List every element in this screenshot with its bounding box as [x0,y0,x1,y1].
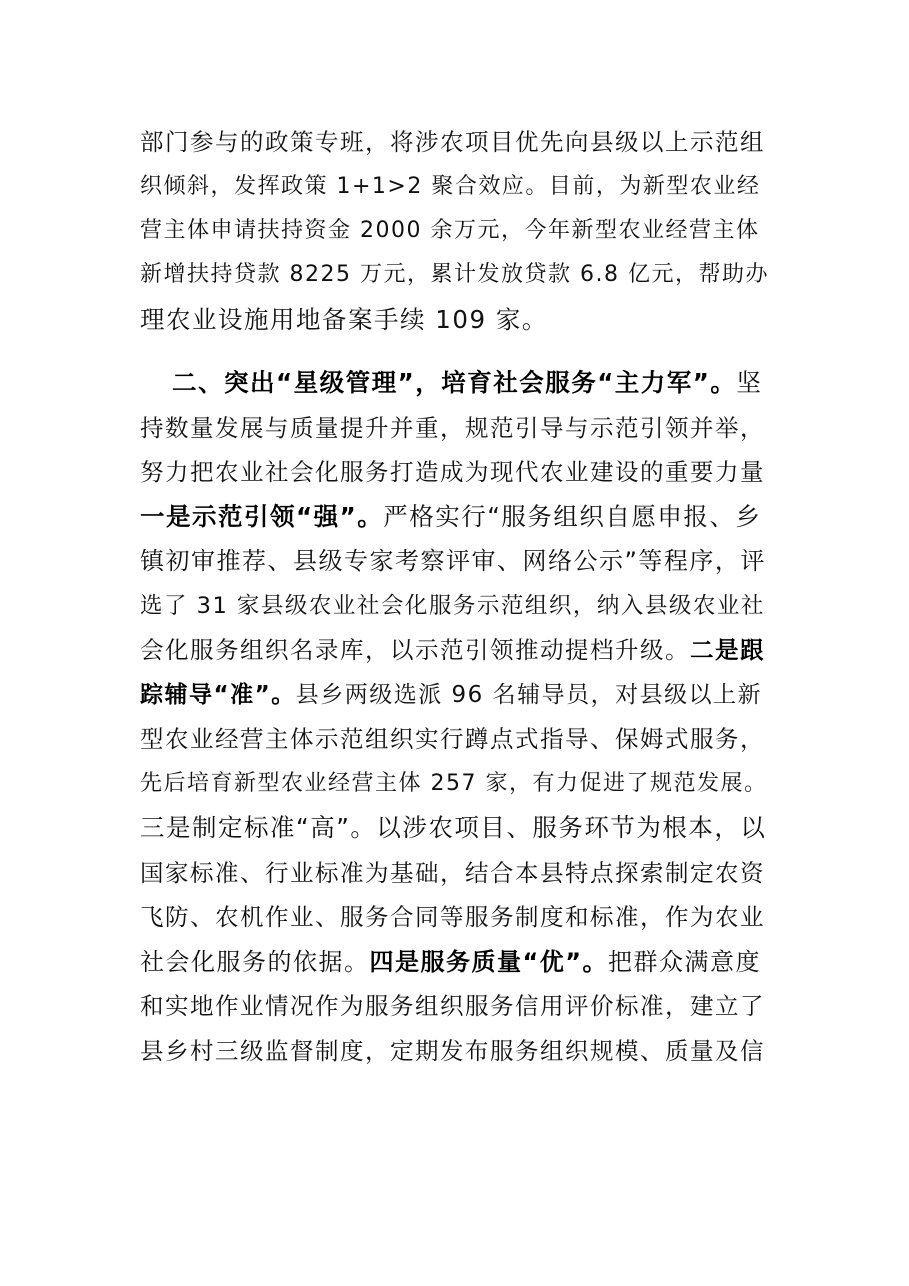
paragraph-2-line-9: 型农业经营主体示范组织实行蹲点式指导、保姆式服务， [140,725,765,753]
paragraph-2-line-14-tail: 把群众满意度 [608,948,762,976]
paragraph-2-line-16: 县乡村三级监督制度，定期发布服务组织规模、质量及信 [140,1037,765,1065]
paragraph-2-line-6: 选了 31 家县级农业社会化服务示范组织，纳入县级农业社 [140,593,765,619]
paragraph-1-line-1: 部门参与的政策专班，将涉农项目优先向县级以上示范组 [140,128,765,156]
paragraph-1-line-3: 营主体申请扶持资金 2000 余万元，今年新型农业经营主体 [140,218,760,243]
section-heading: 二、突出“星级管理”，培育社会服务“主力军”。 [172,368,737,397]
paragraph-2-line-15: 和实地作业情况作为服务组织服务信用评价标准，建立了 [140,992,765,1020]
paragraph-2-line-11: 三是制定标准“高”。以涉农项目、服务环节为根本，以 [140,813,767,842]
paragraph-2-line-10: 先后培育新型农业经营主体 257 家，有力促进了规范发展。 [140,771,768,796]
paragraph-1-line-2: 织倾斜，发挥政策 1+1>2 聚合效应。目前，为新型农业经 [140,174,761,199]
paragraph-2-line-7-rest: 会化服务组织名录库，以示范引领推动提档升级。 [140,636,690,664]
paragraph-2-line-8 [140,680,762,710]
paragraph-2-line-1 [172,368,762,398]
paragraph-2-line-5: 镇初审推荐、县级专家考察评审、网络公示”等程序，评 [140,547,766,575]
paragraph-2-line-12: 国家标准、行业标准为基础，结合本县特点探索制定农资 [140,859,765,887]
paragraph-2-line-3: 努力把农业社会化服务打造成为现代农业建设的重要力量 [140,458,765,486]
paragraph-1-line-5: 理农业设施用地备案手续 109 家。 [140,305,548,334]
paragraph-2-line-4-rest: 严格实行“服务组织自愿申报、乡 [383,502,762,531]
paragraph-2-line-13: 飞防、农机作业、服务合同等服务制度和标准，作为农业 [140,903,765,931]
point-four-heading: 四是服务质量“优”。 [369,948,609,976]
paragraph-2-line-14 [140,947,761,977]
paragraph-2-line-8-rest: 县乡两级选派 96 名辅导员，对县级以上新 [295,682,763,708]
paragraph-1-line-4: 新增扶持贷款 8225 万元，累计发放贷款 6.8 亿元，帮助办 [140,262,769,287]
paragraph-2-line-2: 持数量发展与质量提升并重，规范引导与示范引领并举， [140,414,765,442]
paragraph-2-line-4 [140,502,761,532]
point-two-heading-start: 二是跟 [690,636,765,664]
point-two-heading-end: 踪辅导“准”。 [140,682,296,708]
paragraph-2-line-7 [140,635,765,665]
point-one-heading: 一是示范引领“强”。 [140,502,384,531]
paragraph-2-line-14-rest: 社会化服务的依据。 [140,948,370,976]
paragraph-2-line-1-tail: 坚 [736,368,763,397]
